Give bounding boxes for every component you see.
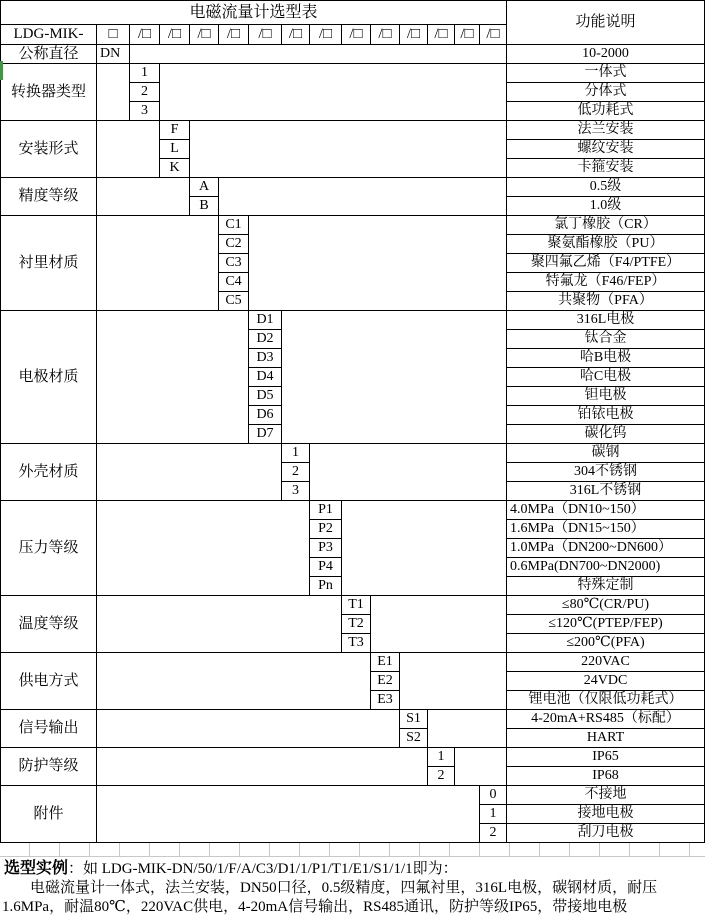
function-cell: 316L电极	[507, 311, 704, 330]
code-cell: 1	[428, 748, 455, 767]
function-cell: 24VDC	[507, 672, 704, 691]
spacer-cell	[371, 596, 507, 653]
spacer-cell	[97, 444, 282, 501]
code-cell: D4	[249, 368, 282, 387]
model-box-cell: /□	[310, 25, 342, 45]
function-cell: 共聚物（PFA）	[507, 292, 704, 311]
spacer-cell	[97, 653, 371, 710]
diameter-desc-cell: 10-2000	[507, 45, 704, 64]
code-cell: T3	[342, 634, 371, 653]
function-cell: 特殊定制	[507, 577, 704, 596]
function-cell: 316L不锈钢	[507, 482, 704, 501]
model-box-cell: /□	[371, 25, 400, 45]
function-cell: 铂铱电极	[507, 406, 704, 425]
code-cell: D1	[249, 311, 282, 330]
code-cell: D3	[249, 349, 282, 368]
function-cell: 不接地	[507, 786, 704, 805]
code-cell: 2	[130, 83, 160, 102]
code-cell: P2	[310, 520, 342, 539]
section-label: 供电方式	[1, 653, 97, 710]
code-cell: L	[160, 140, 190, 159]
spacer-cell	[97, 216, 219, 311]
model-box-cell: /□	[160, 25, 190, 45]
code-cell: E3	[371, 691, 400, 710]
spacer-cell	[97, 748, 428, 786]
code-cell: 2	[282, 463, 310, 482]
code-cell: P4	[310, 558, 342, 577]
code-cell: C2	[219, 235, 249, 254]
function-cell: 1.0级	[507, 197, 704, 216]
section-label: 压力等级	[1, 501, 97, 596]
spacer-cell	[97, 311, 249, 444]
code-cell: A	[190, 178, 219, 197]
function-cell: 1.6MPa（DN15~150）	[507, 520, 704, 539]
function-cell: 刮刀电极	[507, 824, 704, 843]
code-cell: 2	[428, 767, 455, 786]
model-box-cell: /□	[455, 25, 480, 45]
section-label: 安装形式	[1, 121, 97, 178]
spacer-cell	[455, 748, 507, 786]
spacer-cell	[97, 786, 480, 843]
code-cell: E2	[371, 672, 400, 691]
spacer-cell	[97, 178, 190, 216]
example-description-line-1: 电磁流量计一体式，法兰安装，DN50口径，0.5级精度，四氟衬里，316L电极，碳钢材质，耐压	[30, 880, 658, 896]
function-cell: 4.0MPa（DN10~150）	[507, 501, 704, 520]
model-box-cell: /□	[342, 25, 371, 45]
function-cell: 钛合金	[507, 330, 704, 349]
model-box-cell: □	[97, 25, 130, 45]
code-cell: 2	[480, 824, 507, 843]
function-cell: HART	[507, 729, 704, 748]
code-cell: C3	[219, 254, 249, 273]
function-cell: IP65	[507, 748, 704, 767]
spacer-cell	[97, 121, 160, 178]
spacer-cell	[97, 64, 130, 121]
function-cell: 卡箍安装	[507, 159, 704, 178]
function-cell: 锂电池（仅限低功耗式）	[507, 691, 704, 710]
code-cell: D2	[249, 330, 282, 349]
spacer-cell	[310, 444, 507, 501]
section-label: 温度等级	[1, 596, 97, 653]
model-box-cell: /□	[249, 25, 282, 45]
section-label: 衬里材质	[1, 216, 97, 311]
code-cell: T2	[342, 615, 371, 634]
code-cell: B	[190, 197, 219, 216]
function-cell: 4-20mA+RS485（标配）	[507, 710, 704, 729]
function-cell: IP68	[507, 767, 704, 786]
code-cell: S2	[400, 729, 428, 748]
function-cell: 1.0MPa（DN200~DN600）	[507, 539, 704, 558]
model-box-cell: /□	[190, 25, 219, 45]
example-heading: 选型实例	[4, 860, 69, 877]
green-artifact	[0, 61, 3, 80]
code-cell: T1	[342, 596, 371, 615]
section-label: 转换器类型	[1, 64, 97, 121]
spacer-cell	[97, 710, 400, 748]
function-cell: 碳钢	[507, 444, 704, 463]
code-cell: 1	[130, 64, 160, 83]
code-cell: D5	[249, 387, 282, 406]
code-cell: S1	[400, 710, 428, 729]
function-cell: 氯丁橡胶（CR）	[507, 216, 704, 235]
model-box-cell: /□	[400, 25, 428, 45]
spacer-cell	[97, 501, 310, 596]
code-cell: C4	[219, 273, 249, 292]
spreadsheet-gridline-strip	[0, 843, 705, 857]
example-code-line: 选型实例：如 LDG-MIK-DN/50/1/F/A/C3/D1/1/P1/T1/E1/S1/1/1即为：	[4, 860, 458, 877]
code-cell: 3	[130, 102, 160, 121]
code-cell: 1	[480, 805, 507, 824]
diameter-code-cell: DN	[97, 45, 130, 64]
function-cell: 分体式	[507, 83, 704, 102]
spacer-cell	[400, 653, 507, 710]
function-cell: 哈B电极	[507, 349, 704, 368]
function-cell: ≤120℃(PTEP/FEP)	[507, 615, 704, 634]
spacer-cell	[190, 121, 507, 178]
function-cell: 接地电极	[507, 805, 704, 824]
code-cell: K	[160, 159, 190, 178]
function-cell: 0.5级	[507, 178, 704, 197]
model-box-cell: /□	[428, 25, 455, 45]
code-cell: C1	[219, 216, 249, 235]
spacer-cell	[130, 45, 507, 64]
table-title: 电磁流量计选型表	[1, 1, 507, 25]
code-cell: D7	[249, 425, 282, 444]
spacer-cell	[160, 64, 507, 121]
model-prefix-cell: LDG-MIK-	[1, 25, 97, 45]
function-cell: 法兰安装	[507, 121, 704, 140]
model-box-cell: /□	[480, 25, 507, 45]
function-column-header: 功能说明	[507, 1, 704, 45]
diameter-label: 公称直径	[1, 45, 97, 64]
section-label: 信号输出	[1, 710, 97, 748]
function-cell: 一体式	[507, 64, 704, 83]
spacer-cell	[428, 710, 507, 748]
function-cell: 哈C电极	[507, 368, 704, 387]
function-cell: 220VAC	[507, 653, 704, 672]
code-cell: Pn	[310, 577, 342, 596]
code-cell: E1	[371, 653, 400, 672]
code-cell: F	[160, 121, 190, 140]
spacer-cell	[342, 501, 507, 596]
function-cell: 钽电极	[507, 387, 704, 406]
function-cell: ≤200℃(PFA)	[507, 634, 704, 653]
code-cell: C5	[219, 292, 249, 311]
spacer-cell	[97, 596, 342, 653]
code-cell: 0	[480, 786, 507, 805]
function-cell: 低功耗式	[507, 102, 704, 121]
section-label: 附件	[1, 786, 97, 843]
example-description-line-2: 1.6MPa，耐温80℃，220VAC供电，4-20mA信号输出，RS485通讯，防护等级IP65，带接地电极	[2, 899, 628, 915]
model-box-cell: /□	[130, 25, 160, 45]
function-cell: 聚氨酯橡胶（PU）	[507, 235, 704, 254]
code-cell: P3	[310, 539, 342, 558]
spacer-cell	[282, 311, 507, 444]
function-cell: 聚四氟乙烯（F4/PTFE）	[507, 254, 704, 273]
code-cell: D6	[249, 406, 282, 425]
code-cell: 1	[282, 444, 310, 463]
model-box-cell: /□	[219, 25, 249, 45]
function-cell: 304不锈钢	[507, 463, 704, 482]
code-cell: 3	[282, 482, 310, 501]
function-cell: 0.6MPa(DN700~DN2000)	[507, 558, 704, 577]
spacer-cell	[249, 216, 507, 311]
section-label: 电极材质	[1, 311, 97, 444]
section-label: 精度等级	[1, 178, 97, 216]
section-label: 防护等级	[1, 748, 97, 786]
model-box-cell: /□	[282, 25, 310, 45]
spacer-cell	[219, 178, 507, 216]
notes	[0, 857, 705, 916]
function-cell: 螺纹安装	[507, 140, 704, 159]
function-cell: 特氟龙（F46/FEP）	[507, 273, 704, 292]
function-cell: 碳化钨	[507, 425, 704, 444]
section-label: 外壳材质	[1, 444, 97, 501]
code-cell: P1	[310, 501, 342, 520]
function-cell: ≤80℃(CR/PU)	[507, 596, 704, 615]
